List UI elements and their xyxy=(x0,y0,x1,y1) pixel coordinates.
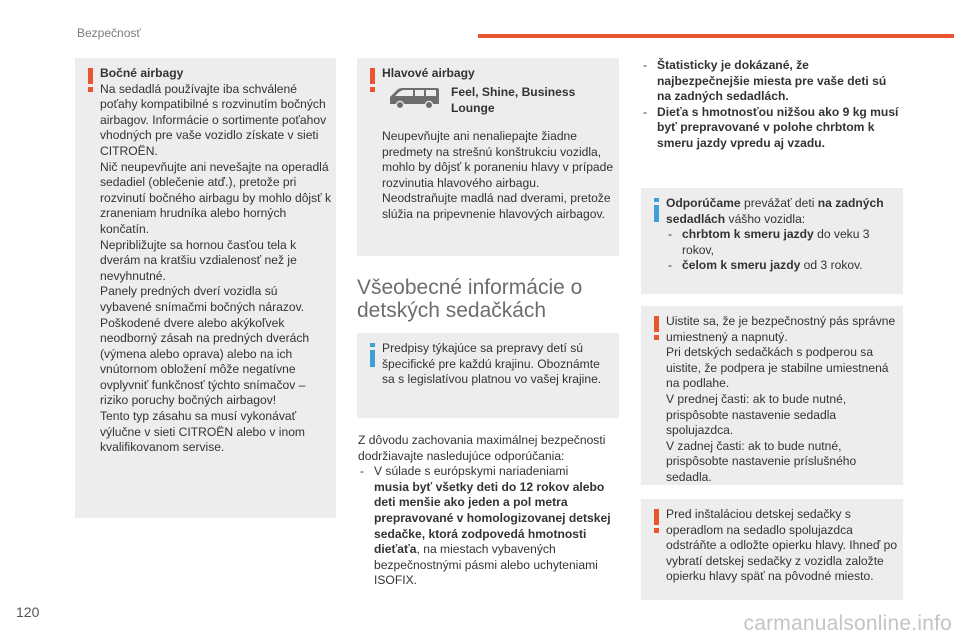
side-airbags-warning-box xyxy=(75,58,336,518)
list-item: - čelom k smeru jazdy od 3 rokov. xyxy=(666,258,898,274)
watermark: carmanualsonline.info xyxy=(743,612,952,635)
side-airbags-paragraph: Na sedadlá používajte iba schválené poťahy kompatibilné s rozvinutím bočných airbagov. Informácie o sortimente poťahov vhodných pre vaše vozidlo získate v sieti CITROËN. xyxy=(100,81,327,158)
warning-icon xyxy=(369,68,376,92)
safety-recommendations xyxy=(358,433,620,589)
head-airbags-paragraph: Neupevňujte ani nenaliepajte žiadne predmety na strešnú konštrukciu vozidla, mohlo by dôjsť k poraneniu hlavy v prípade rozvinutia hlavového airbagu. xyxy=(382,129,614,190)
side-airbags-paragraph: Tento typ zásahu sa musí vykonávať výlučne v sieti CITROËN alebo v inom kvalifikovanom servise. xyxy=(100,409,305,455)
section-title: Bezpečnosť xyxy=(77,26,141,40)
seatbelt-paragraph: V zadnej časti: ak to bude nutné, prispôsobte nastavenie príslušného sedadla. xyxy=(666,438,857,484)
seatbelt-paragraph: Pri detských sedačkách s podperou sa uistite, že podpera je stabilne umiestnená na podlahe. xyxy=(666,345,889,391)
seatbelt-warning-box xyxy=(641,306,903,485)
list-item: - Štatisticky je dokázané, že najbezpečnejšie miesta pre vaše deti sú na zadných sedadlách. xyxy=(641,58,903,105)
head-airbags-title: Hlavové airbagy xyxy=(382,66,475,80)
warning-icon xyxy=(653,316,660,340)
head-airbags-warning-box xyxy=(357,58,619,256)
warning-icon xyxy=(653,509,660,533)
info-icon xyxy=(653,198,660,222)
side-airbags-paragraph: Nepribližujte sa hornou časťou tela k dverám na kratšiu vzdialenosť než je nevyhnutné. xyxy=(100,237,297,283)
seatbelt-paragraph: Uistite sa, že je bezpečnostný pás správne umiestnený a napnutý. xyxy=(666,314,896,344)
side-airbags-paragraph: Nič neupevňujte ani nevešajte na operadlá sedadiel (oblečenie atď.), pretože pri rozvinutí bočného airbagu by mohlo dôjsť k zraneniam hrudníka alebo horných končatín. xyxy=(100,159,332,236)
headrest-text: Pred inštaláciou detskej sedačky s operadlom na sedadlo spolujazdca odstráňte a odložte opierku hlavy. Ihneď po vybratí detskej sedačky z vozidla založte opierku hlavy späť na pôvodné miesto. xyxy=(666,507,898,584)
regulations-text: Predpisy týkajúce sa prepravy detí sú špecifické pre každú krajinu. Oboznámte sa s legislatívou platnou vo vašej krajine. xyxy=(382,341,602,387)
head-airbags-paragraph: Neodstraňujte madlá nad dverami, pretože slúžia na pripevnenie hlavových airbagov. xyxy=(382,191,611,221)
side-airbags-title: Bočné airbagy xyxy=(100,66,184,80)
list-item: - Dieťa s hmotnosťou nižšou ako 9 kg musí byť prepravované v polohe chrbtom k smeru jazdy vpredu aj vzadu. xyxy=(641,105,903,152)
regulations-info-box xyxy=(357,333,619,418)
statistics-list xyxy=(641,58,903,152)
recommendation-info-box: Odporúčame prevážať deti na zadných sedadlách vášho vozidla: - chrbtom k smeru jazdy do veku 3 rokov, - čelom k smeru jazdy od 3 rokov. xyxy=(641,188,903,294)
section-heading: Všeobecné informácie o detských sedačkách xyxy=(357,276,583,322)
applicable-models: Feel, Shine, Business Lounge xyxy=(451,85,576,115)
list-item: - V súlade s európskymi nariadeniami musia byť všetky deti do 12 rokov alebo deti menšie ako jeden a pol metra prepravované v homologizovanej detskej sedačke, ktorá zodpovedá hmotnosti dieťaťa, na miestach vybavených bezpečnostnými pásmi alebo uchyteniami ISOFIX. xyxy=(358,464,620,589)
seatbelt-paragraph: V prednej časti: ak to bude nutné, prispôsobte nastavenie sedadla spolujazdca. xyxy=(666,391,847,438)
headrest-warning-box xyxy=(641,499,903,600)
info-icon xyxy=(369,343,376,367)
safety-intro: Z dôvodu zachovania maximálnej bezpečnosti dodržiavajte nasledujúce odporúčania: xyxy=(358,433,606,463)
side-airbags-paragraph: Panely predných dverí vozidla sú vybavené snímačmi bočných nárazov. Poškodené dvere alebo akýkoľvek neodborný zásah na predných dverách (výmena alebo oprava) alebo na ich vnútornom obložení môže negatívne ovplyvniť funkčnosť týchto snímačov – riziko poruchy bočných airbagov! xyxy=(100,284,310,408)
list-item: - chrbtom k smeru jazdy do veku 3 rokov, xyxy=(666,227,898,258)
van-icon xyxy=(387,84,441,110)
warning-icon xyxy=(87,68,94,92)
page-number: 120 xyxy=(16,604,40,620)
header-accent-rule xyxy=(478,34,954,38)
